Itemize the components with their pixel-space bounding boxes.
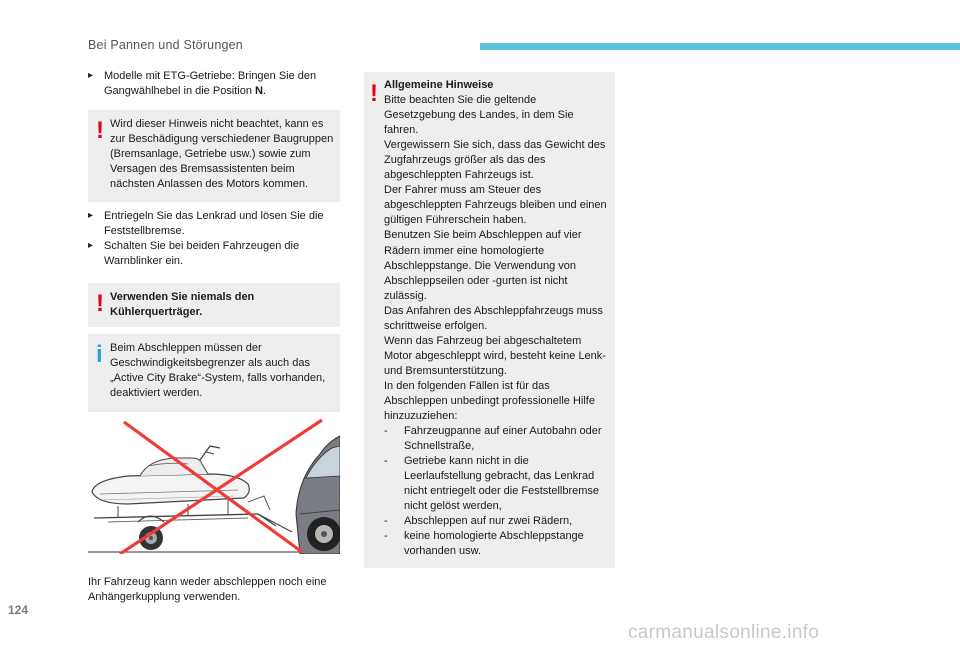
general-notes-paragraph: Bitte beachten Sie die geltende Gesetzgebung des Landes, in dem Sie fahren.	[384, 94, 574, 137]
info-icon: i	[96, 341, 103, 368]
step-bullet-icon: ▸	[88, 70, 94, 81]
section-title: Bei Pannen und Störungen	[88, 38, 243, 52]
general-notes-paragraph: Der Fahrer muss am Steuer des abgeschleppten Fahrzeugs bleiben und einen gültigen Führerschein haben.	[384, 184, 607, 227]
header-accent-bar	[480, 43, 960, 50]
step-bullet-icon: ▸	[88, 239, 94, 251]
gear-position-n: N	[255, 84, 263, 97]
warning-icon: !	[370, 80, 378, 107]
general-notes-paragraph: Vergewissern Sie sich, dass das Gewicht des Zugfahrzeugs größer als das des abgeschleppten Fahrzeugs ist.	[384, 139, 606, 182]
no-towing-illustration	[88, 418, 340, 554]
info-box-speed-limiter	[88, 334, 340, 412]
step-steering-text: Entriegeln Sie das Lenkrad und lösen Sie die Feststellbremse.	[104, 210, 324, 237]
step-bullet-icon: ▸	[88, 210, 94, 221]
step-etg	[88, 69, 340, 99]
info-speed-limiter-text: Beim Abschleppen müssen der Geschwindigkeitsbegrenzer als auch das „Active City Brake“-System, falls vorhanden, deaktiviert werden.	[110, 342, 326, 399]
warning-icon: !	[96, 290, 104, 317]
list-item: - keine homologierte Abschleppstange vorhanden usw.	[384, 530, 584, 558]
warning-damage-text: Wird dieser Hinweis nicht beachtet, kann es zur Beschädigung verschiedener Baugruppen (Bremsanlage, Getriebe usw.) sowie zum Versagen des Bremsassistenten beim nächsten Anlassen des Motors kommen.	[110, 118, 334, 190]
warning-radiator-text: Verwenden Sie niemals den Kühlerquerträger.	[110, 291, 255, 318]
general-notes-paragraph: In den folgenden Fällen ist für das Abschleppen unbedingt professionelle Hilfe hinzuzuziehen:	[384, 379, 595, 423]
illustration-caption: Ihr Fahrzeug kann weder abschleppen noch eine Anhängerkupplung verwenden.	[88, 576, 327, 603]
warning-box-damage	[88, 110, 340, 202]
list-item: - Abschleppen auf nur zwei Rädern,	[384, 515, 573, 528]
step-hazard-text: Schalten Sie bei beiden Fahrzeugen die Warnblinker ein.	[104, 239, 300, 267]
step-etg-end: .	[263, 84, 267, 97]
general-notes-box	[364, 72, 615, 568]
list-item: - Fahrzeugpanne auf einer Autobahn oder Schnellstraße,	[384, 425, 602, 453]
steps-list	[88, 209, 340, 269]
general-notes-title: Allgemeine Hinweise	[384, 79, 494, 91]
warning-icon: !	[96, 117, 104, 144]
step-etg-text: Modelle mit ETG-Getriebe: Bringen Sie den Gangwählhebel in die Position	[104, 70, 317, 97]
general-notes-paragraph: Das Anfahren des Abschleppfahrzeugs muss schrittweise erfolgen.	[384, 304, 603, 332]
list-item: - Getriebe kann nicht in die Leerlaufstellung gebracht, das Lenkrad nicht entriegelt oder die Feststellbremse nicht gelöst werden,	[384, 455, 600, 513]
general-notes-paragraph: Wenn das Fahrzeug bei abgeschaltetem Motor abgeschleppt wird, besteht keine Lenk- und Bremsunterstützung.	[384, 334, 606, 377]
watermark: carmanualsonline.info	[628, 622, 820, 643]
general-notes-paragraph: Benutzen Sie beim Abschleppen auf vier Rädern immer eine homologierte Abschleppstange. Die Verwendung von Abschleppseilen oder -gurten ist nicht zulässig.	[384, 229, 582, 302]
page-number: 124	[8, 603, 29, 617]
warning-box-radiator	[88, 283, 340, 327]
